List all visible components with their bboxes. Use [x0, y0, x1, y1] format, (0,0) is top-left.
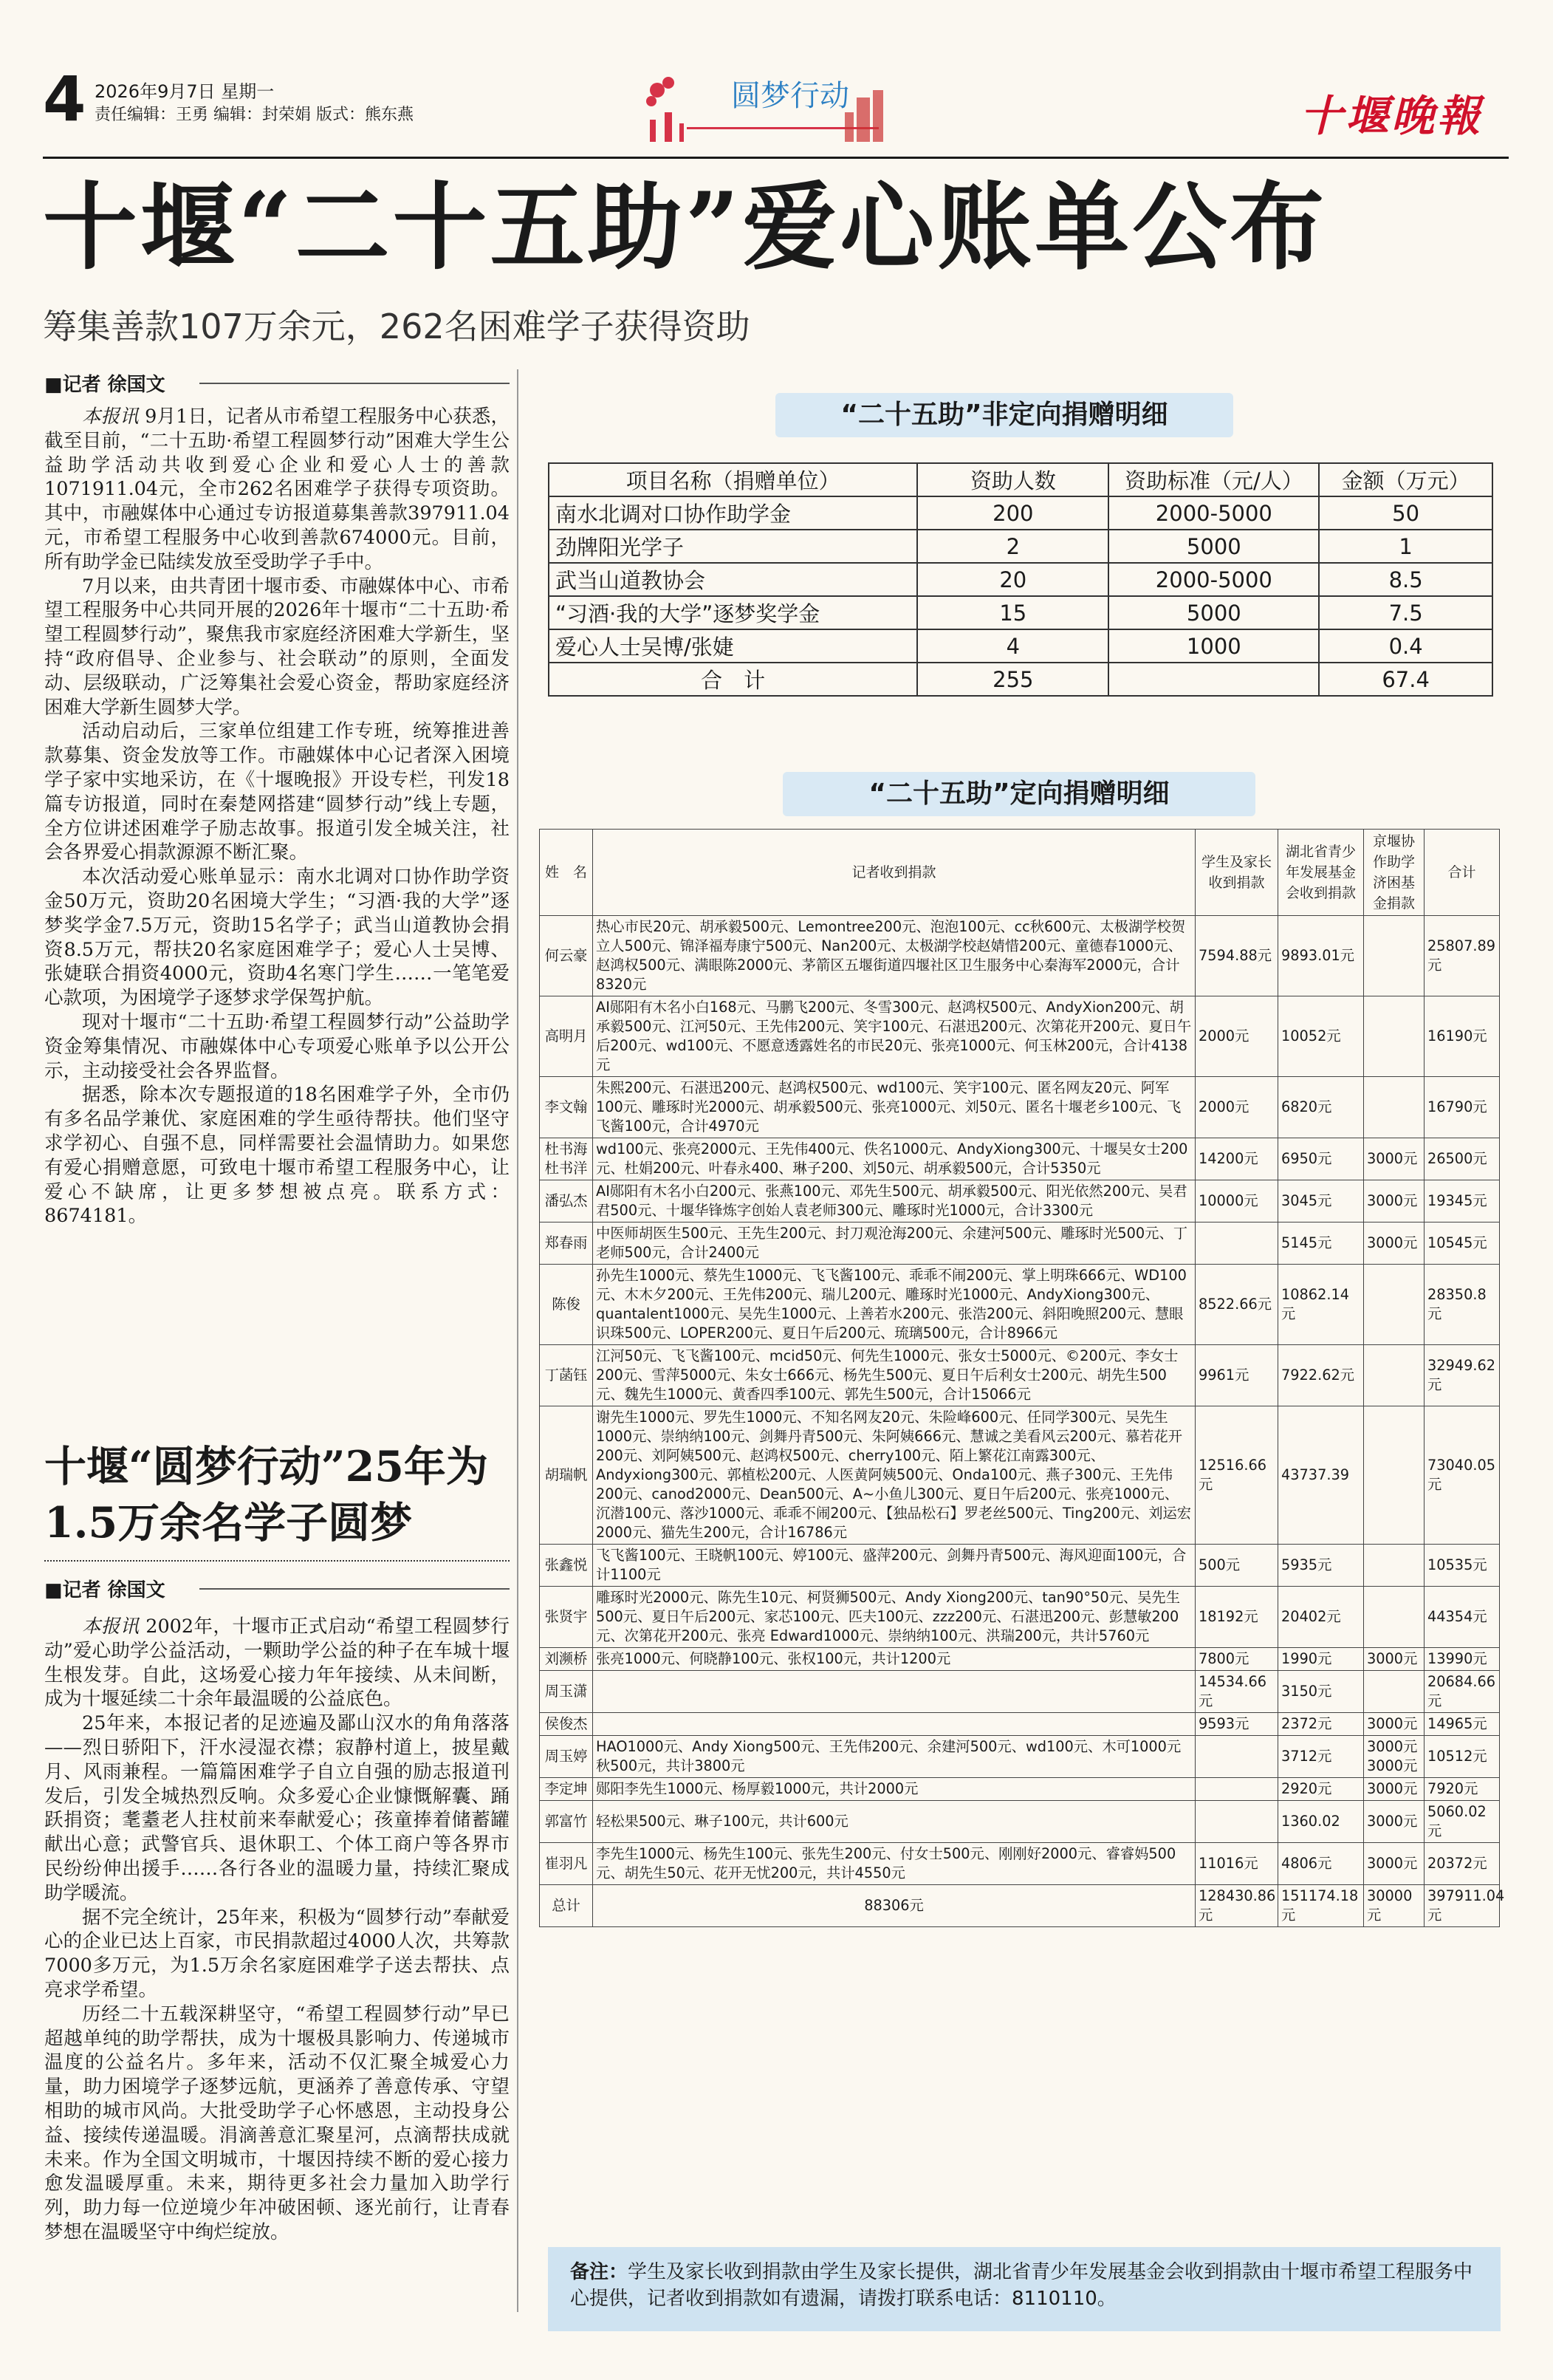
table-cell: 32949.62元 [1425, 1345, 1500, 1406]
table-cell: 1990元 [1278, 1648, 1364, 1671]
paragraph: 现对十堰市“二十五助·希望工程圆梦行动”公益助学资金筹集情况、市融媒体中心专项爱心账单予以公开公示，主动接受社会各界监督。 [44, 1011, 510, 1082]
table-cell [1364, 1345, 1425, 1406]
table-cell: 李先生1000元、杨先生100元、张先生200元、付女士500元、刚刚好2000元、睿睿妈500元、胡先生50元、花开无忧200元，共计4550元 [593, 1843, 1196, 1885]
table-cell: 20402元 [1278, 1587, 1364, 1648]
paragraph: 25年来，本报记者的足迹遍及鄙山汉水的角角落落——烈日骄阳下，汗水浸湿衣襟；寂静村道上，披星戴月、风雨兼程。一篇篇困难学子自立自强的励志报道刊发后，引发全城热烈反响。众多爱心企业慷慨解囊、踊跃捐资；耄耋老人拄杖前来奉献爱心；孩童捧着储蓄罐献出心意；武警官兵、退休职工、个体工商户等各界市民纷纷伸出援手……各行各业的温暖力量，持续汇聚成助学暖流。 [44, 1712, 510, 1904]
main-headline: 十堰“二十五助”爱心账单公布 [43, 172, 1328, 283]
table-cell: 44354元 [1425, 1587, 1500, 1648]
table-cell: 李文翰 [540, 1077, 593, 1138]
table-cell: 50 [1319, 496, 1492, 530]
table-cell: 7922.62元 [1278, 1345, 1364, 1406]
table-cell: 30000元 [1364, 1885, 1425, 1927]
table-cell: 9893.01元 [1278, 916, 1364, 996]
table-cell: 5000 [1108, 530, 1319, 563]
header-rule [43, 157, 1509, 159]
table-cell: 2 [917, 530, 1108, 563]
table-cell: 3000元 [1364, 1713, 1425, 1736]
table-cell: 11016元 [1196, 1843, 1278, 1885]
column-header: 姓 名 [540, 830, 593, 916]
table-cell: 飞飞酱100元、王晓帆100元、婷100元、盛萍200元、剑舞丹青500元、海风迎面100元，合计1100元 [593, 1545, 1196, 1587]
table-body [540, 916, 1505, 1927]
table-cell: 3000元 3000元 [1364, 1736, 1425, 1778]
table-row [540, 1223, 1500, 1265]
table-cell [1196, 1223, 1278, 1265]
table-cell: 张亮1000元、何晓静100元、张权100元，共计1200元 [593, 1648, 1196, 1671]
column-header: 京堰协作助学济困基金捐款 [1364, 830, 1425, 916]
table-cell: 总计 [540, 1885, 593, 1927]
table-cell: 张鑫悦 [540, 1545, 593, 1587]
table-cell: 5060.02元 [1425, 1801, 1500, 1843]
table-cell: 88306元 [593, 1885, 1196, 1927]
table-cell: 侯俊杰 [540, 1713, 593, 1736]
table-row [540, 1713, 1500, 1736]
table-cell: 8522.66元 [1196, 1265, 1278, 1345]
table-cell: 7800元 [1196, 1648, 1278, 1671]
table-cell: 爱心人士吴博/张婕 [549, 629, 917, 663]
table-cell: 9961元 [1196, 1345, 1278, 1406]
table-row [540, 1885, 1500, 1927]
table-cell: 67.4 [1319, 663, 1492, 696]
table-cell: 25807.89元 [1425, 916, 1500, 996]
table-cell: 何云豪 [540, 916, 593, 996]
table-row [540, 1077, 1500, 1138]
table-body [549, 496, 1492, 696]
column-header: 资助标准（元/人） [1108, 463, 1319, 496]
table-row [549, 663, 1492, 696]
table-cell: 9593元 [1196, 1713, 1278, 1736]
table-cell [1364, 1265, 1425, 1345]
table-header-row [549, 463, 1492, 496]
table-row [549, 496, 1492, 530]
paragraph: 活动启动后，三家单位组建工作专班，统筹推进善款募集、资金发放等工作。市融媒体中心记者深入困境学子家中实地采访，在《十堰晚报》开设专栏，刊发18篇专访报道，同时在秦楚网搭建“圆梦行动”线上专题，全方位讲述困难学子励志故事。报道引发全城关注，社会各界爱心捐款源源不断汇聚。 [44, 720, 510, 864]
table-cell: 10862.14元 [1278, 1265, 1364, 1345]
table-row [549, 563, 1492, 596]
secondary-headline: 十堰“圆梦行动”25年为1.5万余名学子圆梦 [44, 1442, 488, 1548]
table-cell: 2000-5000 [1108, 496, 1319, 530]
table-cell: 10000元 [1196, 1180, 1278, 1223]
table-cell: 255 [917, 663, 1108, 696]
table-cell: 合 计 [549, 663, 917, 696]
table-cell: 14200元 [1196, 1138, 1278, 1180]
table-cell: 3000元 [1364, 1801, 1425, 1843]
table-cell: 3000元 [1364, 1648, 1425, 1671]
table-cell: 刘濒桥 [540, 1648, 593, 1671]
newspaper-logo: 十堰晚報 [1300, 91, 1484, 141]
table-cell [593, 1713, 1196, 1736]
byline: ■记者 徐国文 [44, 374, 165, 396]
table-cell: 6820元 [1278, 1077, 1364, 1138]
table-row [540, 1671, 1500, 1713]
column-divider [517, 369, 518, 2312]
table-cell: 10052元 [1278, 996, 1364, 1077]
table-cell: 19345元 [1425, 1180, 1500, 1223]
column-header: 资助人数 [917, 463, 1108, 496]
table-cell: 26500元 [1425, 1138, 1500, 1180]
table-row [540, 1801, 1500, 1843]
editors-line: 责任编辑：王勇 编辑：封荣娟 版式：熊东燕 [95, 106, 414, 124]
table-row [540, 996, 1500, 1077]
table-cell: 500元 [1196, 1545, 1278, 1587]
column-name: 圆梦行动 [731, 79, 849, 113]
table-cell: 郑春雨 [540, 1223, 593, 1265]
table-cell: 7594.88元 [1196, 916, 1278, 996]
table-cell: 5145元 [1278, 1223, 1364, 1265]
table-cell: 397911.04元 [1425, 1885, 1500, 1927]
table-row [540, 1345, 1500, 1406]
column-header: 合计 [1425, 830, 1500, 916]
table-cell: 3000元 [1364, 1778, 1425, 1801]
paragraph: 本报讯 9月1日，记者从市希望工程服务中心获悉，截至目前，“二十五助·希望工程圆梦行动”困难大学生公益助学活动共收到爱心企业和爱心人士的善款1071911.04元，全市262名困难学子获得专项资助。其中，市融媒体中心通过专访报道募集善款397911.04元，市希望工程服务中心收到善款674000元。目前，所有助学金已陆续发放至受助学子手中。 [44, 406, 510, 573]
table-cell: 劲牌阳光学子 [549, 530, 917, 563]
table-cell: 5935元 [1278, 1545, 1364, 1587]
column-header: 记者收到捐款 [593, 830, 1196, 916]
table-header-row [540, 830, 1500, 916]
dotted-rule [44, 1560, 510, 1562]
table-cell: HAO1000元、Andy Xiong500元、王先伟200元、余建河500元、wd100元、木可1000元秋500元，共计3800元 [593, 1736, 1196, 1778]
table-cell: 2920元 [1278, 1778, 1364, 1801]
table-cell: 丁菡钰 [540, 1345, 593, 1406]
paragraph: 本次活动爱心账单显示：南水北调对口协作助学资金50万元，资助20名困境大学生；“习酒·我的大学”逐梦奖学金7.5万元，资助15名学子；武当山道教协会捐资8.5万元，帮扶20名家庭困难学子；爱心人士吴博、张婕联合捐资4000元，资助4名寒门学生……一笔笔爱心款项，为困境学子逐梦求学保驾护航。 [44, 866, 510, 1010]
table-cell: 8.5 [1319, 563, 1492, 596]
table-cell: AI郧阳有木名小白200元、张燕100元、邓先生500元、胡承毅500元、阳光依然200元、吴君君500元、十堰华锋炼字创始人袁老师300元、雕琢时光1000元，合计3300元 [593, 1180, 1196, 1223]
table-cell [1196, 1778, 1278, 1801]
table-cell: 潘弘杰 [540, 1180, 593, 1223]
table-cell [1196, 1801, 1278, 1843]
table-cell: 3045元 [1278, 1180, 1364, 1223]
table-cell: 陈俊 [540, 1265, 593, 1345]
nondirected-donation-table [548, 462, 1493, 697]
table-cell: 武当山道教协会 [549, 563, 917, 596]
table-cell: wd100元、张亮2000元、王先伟400元、佚名1000元、AndyXiong300元、十堰吴女士200元、杜娟200元、叶春永400、琳子200、刘50元、胡承毅500元，合计5350元 [593, 1138, 1196, 1180]
table-cell: 200 [917, 496, 1108, 530]
table-cell [1364, 1587, 1425, 1648]
table-cell: 20684.66元 [1425, 1671, 1500, 1713]
table-cell: 2000-5000 [1108, 563, 1319, 596]
table-cell [1196, 1736, 1278, 1778]
byline: ■记者 徐国文 [44, 1579, 165, 1601]
table-cell: 1 [1319, 530, 1492, 563]
table-cell: 杜书海 杜书洋 [540, 1138, 593, 1180]
table-cell: 16190元 [1425, 996, 1500, 1077]
footnote-label: 备注： [570, 2261, 628, 2283]
table-cell [1364, 1406, 1425, 1545]
byline-rule [199, 1588, 510, 1590]
table-cell: 1360.02 [1278, 1801, 1364, 1843]
table-cell [1364, 996, 1425, 1077]
table1-title: “二十五助”非定向捐赠明细 [775, 393, 1233, 437]
paragraph: 7月以来，由共青团十堰市委、市融媒体中心、市希望工程服务中心共同开展的2026年十堰市“二十五助·希望工程圆梦行动”，聚焦我市家庭经济困难大学新生，坚持“政府倡导、企业参与、社会联动”的原则，全面发动、层级联动，广泛筹集社会爱心资金，帮助家庭经济困难大学新生圆梦大学。 [44, 575, 510, 719]
table-cell: 10535元 [1425, 1545, 1500, 1587]
table-row [540, 1587, 1500, 1648]
table-row [540, 916, 1500, 996]
table-cell [1364, 1545, 1425, 1587]
table-row [540, 1843, 1500, 1885]
footnote-box [548, 2247, 1501, 2331]
table-cell: 3000元 [1364, 1843, 1425, 1885]
table-cell: 孙先生1000元、蔡先生1000元、飞飞酱100元、乖乖不闹200元、掌上明珠666元、WD100元、木木夕200元、王先伟200元、瑞儿200元、雕琢时光1000元、AndyXiong300元、quantalent1000元、吴先生1000元、上善若水200元、张浩200元、斜阳晚照200元、慧眼识珠500元、LOPER200元、夏日午后200元、琉璃500元，合计8966元 [593, 1265, 1196, 1345]
table-cell [593, 1671, 1196, 1713]
table-row [540, 1265, 1500, 1345]
paragraph: 历经二十五载深耕坚守，“希望工程圆梦行动”早已超越单纯的助学帮扶，成为十堰极具影响力、传递城市温度的公益名片。多年来，活动不仅汇聚全城爱心力量，助力困境学子逐梦远航，更涵养了善意传承、守望相助的城市风尚。大批受助学子心怀感恩，主动投身公益、接续传递温暖。涓滴善意汇聚星河，点滴帮扶成就未来。作为全国文明城市，十堰因持续不断的爱心接力愈发温暖厚重。未来，期待更多社会力量加入助学行列，助力每一位逆境少年冲破困顿、逐光前行，让青春梦想在温暖坚守中绚烂绽放。 [44, 2003, 510, 2243]
table-cell: 12516.66元 [1196, 1406, 1278, 1545]
column-header: 湖北省青少年发展基金会收到捐款 [1278, 830, 1364, 916]
table-cell: 2000元 [1196, 996, 1278, 1077]
table-cell: 73040.05元 [1425, 1406, 1500, 1545]
table-cell: 10545元 [1425, 1223, 1500, 1265]
table-cell: 李定坤 [540, 1778, 593, 1801]
table-cell: 周玉潇 [540, 1671, 593, 1713]
table-cell: 3000元 [1364, 1223, 1425, 1265]
table-cell: 张贤宇 [540, 1587, 593, 1648]
table-cell: 崔羽凡 [540, 1843, 593, 1885]
table-cell [1364, 916, 1425, 996]
table-row [549, 530, 1492, 563]
table-cell: 3150元 [1278, 1671, 1364, 1713]
table-cell: 郭富竹 [540, 1801, 593, 1843]
table-cell: AI郧阳有木名小白168元、马鹏飞200元、冬雪300元、赵鸿权500元、AndyXion200元、胡承毅500元、江河50元、王先伟200元、笑宇100元、石湛迅200元、次第花开200元、夏日午后200元、wd100元、不愿意透露姓名的市民20元、张亮1000元、何玉林200元，合计4138元 [593, 996, 1196, 1077]
table-cell: 28350.8元 [1425, 1265, 1500, 1345]
table-cell: 胡瑞帆 [540, 1406, 593, 1545]
table-cell: 周玉婷 [540, 1736, 593, 1778]
table-cell: 2000元 [1196, 1077, 1278, 1138]
table-cell: 1000 [1108, 629, 1319, 663]
byline-rule [199, 383, 510, 384]
main-subheadline: 筹集善款107万余元，262名困难学子获得资助 [43, 307, 750, 346]
table-cell: 15 [917, 596, 1108, 629]
table-cell: 14965元 [1425, 1713, 1500, 1736]
table-cell: 3000元 [1364, 1138, 1425, 1180]
table-cell: 128430.86元 [1196, 1885, 1278, 1927]
article-body [44, 1615, 510, 2245]
table-row [540, 1545, 1500, 1587]
table-row [540, 1406, 1500, 1545]
table-cell: 5000 [1108, 596, 1319, 629]
column-header: 金额（万元） [1319, 463, 1492, 496]
table-cell: 高明月 [540, 996, 593, 1077]
table-cell: 7.5 [1319, 596, 1492, 629]
table-cell: 7920元 [1425, 1778, 1500, 1801]
table-cell: 4806元 [1278, 1843, 1364, 1885]
table-cell: 10512元 [1425, 1736, 1500, 1778]
table-cell: “习酒·我的大学”逐梦奖学金 [549, 596, 917, 629]
paragraph: 据悉，除本次专题报道的18名困难学子外，全市仍有多名品学兼优、家庭困难的学生亟待帮扶。他们坚守求学初心、自强不息，同样需要社会温情助力。如果您有爱心捐赠意愿，可致电十堰市希望工程服务中心，让爱心不缺席，让更多梦想被点亮。联系方式：8674181。 [44, 1084, 510, 1228]
table-cell: 雕琢时光2000元、陈先生10元、柯贤狮500元、Andy Xiong200元、tan90°50元、吴先生500元、夏日午后200元、家芯100元、匹夫100元、zzz200元、石湛迅200元、彭慧敏200元、次第花开200元、张亮 Edward1000元、崇纳纳100元、洪瑞200元，共计5760元 [593, 1587, 1196, 1648]
article-body [44, 405, 510, 1228]
table-cell: 谢先生1000元、罗先生1000元、不知名网友20元、朱险峰600元、任同学300元、吴先生1000元、崇纳纳100元、剑舞丹青500元、朱阿姨666元、慧诚之美看风云200元、慕若花开200元、刘阿姨500元、赵鸿权500元、cherry100元、陌上繁花江南露300元、Andyxiong300元、郭植松200元、人医黄阿姨500元、Onda100元、燕子300元、王先伟200元、canod2000元、Dean500元、A~小鱼儿300元、夏日午后200元、张亮1000元、沉潜100元、落沙1000元、乖乖不闹200元、【独品松石】罗老丝500元、Ting200元、刘运宏2000元、猫先生200元，合计16786元 [593, 1406, 1196, 1545]
table-cell: 16790元 [1425, 1077, 1500, 1138]
table-cell: 3000元 [1364, 1180, 1425, 1223]
directed-donation-table [539, 829, 1505, 1927]
table-cell: 2372元 [1278, 1713, 1364, 1736]
table-cell [1364, 1077, 1425, 1138]
table-cell: 20 [917, 563, 1108, 596]
table-cell: 郧阳李先生1000元、杨厚毅1000元，共计2000元 [593, 1778, 1196, 1801]
table-cell: 6950元 [1278, 1138, 1364, 1180]
table-cell: 江河50元、飞飞酱100元、mcid50元、何先生1000元、张女士5000元、©200元、李女士200元、雪萍5000元、朱女士666元、杨先生500元、夏日午后利女士200元、胡先生500元、魏先生1000元、黄香四季100元、郭先生500元，合计15066元 [593, 1345, 1196, 1406]
paragraph: 据不完全统计，25年来，积极为“圆梦行动”奉献爱心的企业已达上百家，市民捐款超过4000人次，共筹款7000多万元，为1.5万余名家庭困难学子送去帮扶、点亮求学希望。 [44, 1906, 510, 2001]
table-row [540, 1138, 1500, 1180]
table-cell: 3712元 [1278, 1736, 1364, 1778]
table-cell: 4 [917, 629, 1108, 663]
column-header: 学生及家长收到捐款 [1196, 830, 1278, 916]
footnote-text: 学生及家长收到捐款由学生及家长提供，湖北省青少年发展基金会收到捐款由十堰市希望工程服务中心提供，记者收到捐款如有遗漏，请拨打联系电话：8110110。 [570, 2261, 1473, 2310]
table-cell: 热心市民20元、胡承毅500元、Lemontree200元、泡泡100元、cc秋600元、太极湖学校贺立人500元、锦泽福寿康宁500元、Nan200元、太极湖学校赵婧惜200元、童德春1000元、赵鸿权500元、满眼陈2000元、茅箭区五堰街道四堰社区卫生服务中心秦海军2000元，合计8320元 [593, 916, 1196, 996]
table-cell: 南水北调对口协作助学金 [549, 496, 917, 530]
table-cell: 43737.39 [1278, 1406, 1364, 1545]
table-cell: 14534.66元 [1196, 1671, 1278, 1713]
table-cell [1108, 663, 1319, 696]
table2-title: “二十五助”定向捐赠明细 [783, 772, 1255, 816]
date-line: 2026年9月7日 星期一 [95, 81, 275, 102]
table-cell [1364, 1671, 1425, 1713]
table-row [549, 629, 1492, 663]
table-row [549, 596, 1492, 629]
table-row [540, 1648, 1500, 1671]
page-number: 4 [43, 63, 86, 135]
table-row [540, 1736, 1500, 1778]
table-cell: 中医师胡医生500元、王先生200元、封刀观沧海200元、余建河500元、雕琢时光500元、丁老师500元，合计2400元 [593, 1223, 1196, 1265]
table-cell: 朱熙200元、石湛迅200元、赵鸿权500元、wd100元、笑宇100元、匿名网友20元、阿军100元、雕琢时光2000元、胡承毅500元、张亮1000元、刘50元、匿名十堰老乡100元、飞飞酱100元，合计4970元 [593, 1077, 1196, 1138]
table-cell: 20372元 [1425, 1843, 1500, 1885]
table-row [540, 1778, 1500, 1801]
table-cell: 151174.18元 [1278, 1885, 1364, 1927]
table-cell: 0.4 [1319, 629, 1492, 663]
paragraph: 本报讯 2002年，十堰市正式启动“希望工程圆梦行动”爱心助学公益活动，一颗助学公益的种子在车城十堰生根发芽。自此，这场爱心接力年年接续、从未间断，成为十堰延续二十余年最温暖的公益底色。 [44, 1615, 510, 1711]
table-cell: 轻松果500元、琳子100元，共计600元 [593, 1801, 1196, 1843]
column-header: 项目名称（捐赠单位） [549, 463, 917, 496]
table-cell: 18192元 [1196, 1587, 1278, 1648]
table-cell: 13990元 [1425, 1648, 1500, 1671]
table-row [540, 1180, 1500, 1223]
